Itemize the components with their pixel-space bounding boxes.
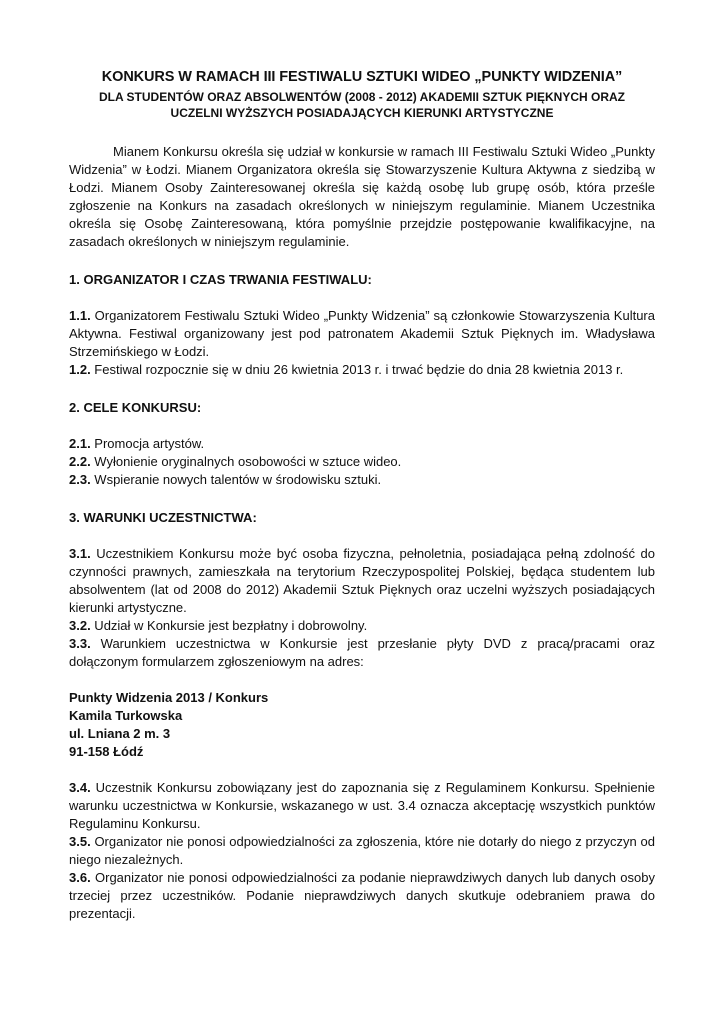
paragraph-text: Uczestnik Konkursu zobowiązany jest do zapoznania się z Regulaminem Konkursu. Spełnienie warunku uczestnictwa w Konkursie, wskazanego w ust. 3.4 oznacza akceptację wszystkich punktów Regulaminu Konkursu. (69, 780, 655, 831)
paragraph-number: 3.3. (69, 636, 91, 651)
paragraph-number: 2.1. (69, 436, 91, 451)
paragraph-2-1 (69, 435, 655, 453)
paragraph-number: 3.5. (69, 834, 91, 849)
paragraph-number: 3.4. (69, 780, 91, 795)
paragraph-number: 3.6. (69, 870, 91, 885)
section-heading: 3. WARUNKI UCZESTNICTWA: (69, 510, 257, 525)
paragraph-number: 1.2. (69, 362, 91, 377)
address-line: Punkty Widzenia 2013 / Konkurs (69, 690, 269, 705)
paragraph-1-1 (69, 307, 655, 361)
paragraph-text: Promocja artystów. (90, 436, 205, 451)
paragraph-2-3 (69, 471, 655, 489)
paragraph-text: Wspieranie nowych talentów w środowisku sztuki. (90, 472, 382, 487)
paragraph-number: 2.3. (69, 472, 91, 487)
paragraph-1-2 (69, 361, 655, 379)
paragraph-text: Warunkiem uczestnictwa w Konkursie jest przesłanie płyty DVD z pracą/pracami oraz dołączonym formularzem zgłoszeniowym na adres: (69, 636, 655, 669)
section-items (69, 435, 655, 489)
subtitle-line-1: DLA STUDENTÓW ORAZ ABSOLWENTÓW (2008 - 2012) AKADEMII SZTUK PIĘKNYCH ORAZ (98, 90, 626, 104)
paragraph-text: Festiwal rozpocznie się w dniu 26 kwietnia 2013 r. i trwać będzie do dnia 28 kwietnia 2013 r. (90, 362, 624, 377)
paragraph-number: 3.1. (69, 546, 91, 561)
section-participation (69, 509, 655, 923)
section-items (69, 307, 655, 379)
paragraph-text: Organizator nie ponosi odpowiedzialności za podanie nieprawdziwych danych lub danych osoby trzeciej przez uczestników. Podanie nieprawdziwych danych skutkuje odebraniem prawa do prezentacji. (69, 870, 655, 921)
paragraph-number: 2.2. (69, 454, 91, 469)
section-items (69, 545, 655, 671)
paragraph-text: Organizator nie ponosi odpowiedzialności za zgłoszenia, które nie dotarły do niego z przyczyn od niego niezależnych. (69, 834, 655, 867)
paragraph-3-3 (69, 635, 655, 671)
paragraph-text: Uczestnikiem Konkursu może być osoba fizyczna, pełnoletnia, posiadająca pełną zdolność do czynności prawnych, zamieszkała na terytorium Rzeczypospolitej Polskiej, będąca studentem lub absolwentem (lat od 2008 do 2012) Akademii Sztuk Pięknych oraz uczelni wyższych posiadających kierunki artystyczne. (69, 546, 655, 615)
address-line: ul. Lniana 2 m. 3 (69, 726, 171, 741)
paragraph-2-2 (69, 453, 655, 471)
paragraph-3-1 (69, 545, 655, 617)
paragraph-number: 3.2. (69, 618, 91, 633)
subtitle-line-2: UCZELNI WYŻSZYCH POSIADAJĄCYCH KIERUNKI ARTYSTYCZNE (170, 106, 554, 120)
section-goals (69, 399, 655, 489)
section-organizer (69, 271, 655, 379)
paragraph-number: 1.1. (69, 308, 91, 323)
paragraph-3-5 (69, 833, 655, 869)
section-heading: 2. CELE KONKURSU: (69, 400, 202, 415)
postal-address (69, 689, 655, 761)
document-subtitle (69, 89, 655, 121)
paragraph-text: Wyłonienie oryginalnych osobowości w sztuce wideo. (90, 454, 402, 469)
paragraph-3-6 (69, 869, 655, 923)
paragraph-3-2 (69, 617, 655, 635)
intro-paragraph: Mianem Konkursu określa się udział w konkursie w ramach III Festiwalu Sztuki Wideo „Punkty Widzenia” w Łodzi. Mianem Organizatora określa się Stowarzyszenie Kultura Aktywna z siedzibą w Łodzi. Mianem Osoby Zainteresowanej określa się każdą osobę lub grupę osób, która prześle zgłoszenie na Konkurs na zasadach określonych w niniejszym regulaminie. Mianem Uczestnika określa się Osobę Zainteresowaną, która pomyślnie przejdzie postępowanie kwalifikacyjne, na zasadach określonych w niniejszym regulaminie. (69, 144, 655, 249)
paragraph-3-4 (69, 779, 655, 833)
section-heading: 1. ORGANIZATOR I CZAS TRWANIA FESTIWALU: (69, 272, 372, 287)
paragraph-text: Udział w Konkursie jest bezpłatny i dobrowolny. (90, 618, 368, 633)
address-line: 91-158 Łódź (69, 744, 144, 759)
paragraph-text: Organizatorem Festiwalu Sztuki Wideo „Punkty Widzenia” są członkowie Stowarzyszenia Kultura Aktywna. Festiwal organizowany jest pod patronatem Akademii Sztuk Pięknych im. Władysława Strzemińskiego w Łodzi. (69, 308, 655, 359)
section-items-continued (69, 779, 655, 923)
document-title: KONKURS W RAMACH III FESTIWALU SZTUKI WIDEO „PUNKTY WIDZENIA” (101, 69, 623, 85)
address-line: Kamila Turkowska (69, 708, 183, 723)
